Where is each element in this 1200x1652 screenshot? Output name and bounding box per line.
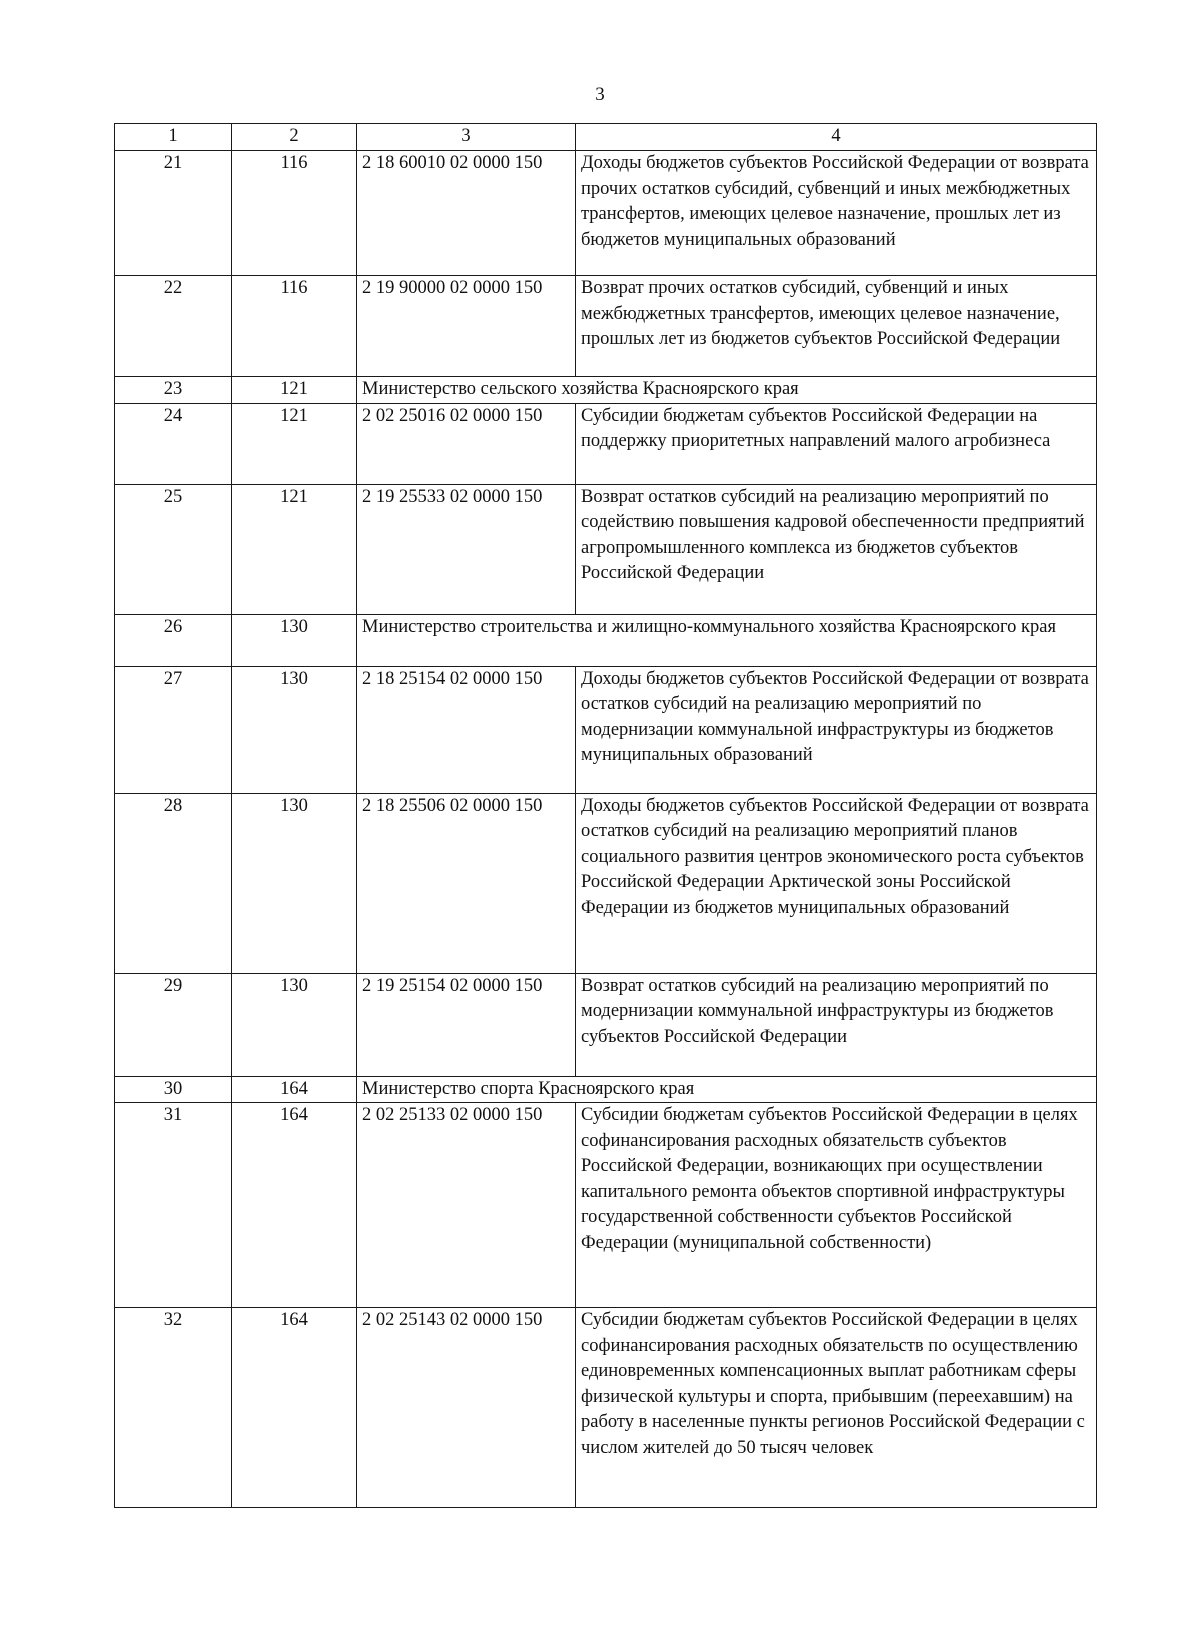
admin-code: 164 [232, 1103, 357, 1308]
kbk-code: 2 19 25154 02 0000 150 [357, 973, 576, 1076]
row-number: 28 [115, 793, 232, 973]
admin-code: 130 [232, 614, 357, 666]
kbk-code: 2 18 25506 02 0000 150 [357, 793, 576, 973]
revenue-name: Субсидии бюджетам субъектов Российской Федерации на поддержку приоритетных направлений малого агробизнеса [576, 403, 1097, 484]
ministry-title: Министерство строительства и жилищно-коммунального хозяйства Красноярского края [357, 614, 1097, 666]
kbk-code: 2 18 60010 02 0000 150 [357, 151, 576, 276]
row-number: 23 [115, 377, 232, 404]
admin-code: 121 [232, 403, 357, 484]
revenue-name: Доходы бюджетов субъектов Российской Федерации от возврата прочих остатков субсидий, субвенций и иных межбюджетных трансфертов, имеющих целевое назначение, прошлых лет из бюджетов муниципальных образований [576, 151, 1097, 276]
table-row [115, 1308, 1097, 1508]
table-row [115, 666, 1097, 793]
row-number: 29 [115, 973, 232, 1076]
table-row-ministry [115, 614, 1097, 666]
admin-code: 130 [232, 666, 357, 793]
row-number: 32 [115, 1308, 232, 1508]
table-row [115, 1103, 1097, 1308]
revenue-name: Субсидии бюджетам субъектов Российской Федерации в целях софинансирования расходных обязательств по осуществлению единовременных компенсационных выплат работникам сферы физической культуры и спорта, прибывшим (переехавшим) на работу в населенные пункты регионов Российской Федерации с числом жителей до 50 тысяч человек [576, 1308, 1097, 1508]
ministry-title: Министерство сельского хозяйства Красноярского края [357, 377, 1097, 404]
admin-code: 121 [232, 484, 357, 614]
row-number: 22 [115, 276, 232, 377]
table-row [115, 484, 1097, 614]
row-number: 31 [115, 1103, 232, 1308]
kbk-code: 2 02 25016 02 0000 150 [357, 403, 576, 484]
header-cell-1: 1 [115, 124, 232, 151]
header-cell-2: 2 [232, 124, 357, 151]
admin-code: 116 [232, 151, 357, 276]
revenue-name: Субсидии бюджетам субъектов Российской Федерации в целях софинансирования расходных обязательств субъектов Российской Федерации, возникающих при осуществлении капитального ремонта объектов спортивной инфраструктуры государственной собственности субъектов Российской Федерации (муниципальной собственности) [576, 1103, 1097, 1308]
admin-code: 130 [232, 793, 357, 973]
kbk-code: 2 19 25533 02 0000 150 [357, 484, 576, 614]
header-cell-3: 3 [357, 124, 576, 151]
table-row [115, 276, 1097, 377]
row-number: 27 [115, 666, 232, 793]
admin-code: 164 [232, 1076, 357, 1103]
row-number: 21 [115, 151, 232, 276]
row-number: 25 [115, 484, 232, 614]
kbk-code: 2 02 25143 02 0000 150 [357, 1308, 576, 1508]
revenue-name: Доходы бюджетов субъектов Российской Федерации от возврата остатков субсидий на реализацию мероприятий по модернизации коммунальной инфраструктуры из бюджетов муниципальных образований [576, 666, 1097, 793]
budget-revenue-table [114, 123, 1097, 1508]
row-number: 26 [115, 614, 232, 666]
row-number: 24 [115, 403, 232, 484]
kbk-code: 2 02 25133 02 0000 150 [357, 1103, 576, 1308]
kbk-code: 2 19 90000 02 0000 150 [357, 276, 576, 377]
table-header-row [115, 124, 1097, 151]
admin-code: 121 [232, 377, 357, 404]
admin-code: 164 [232, 1308, 357, 1508]
table-row [115, 793, 1097, 973]
header-cell-4: 4 [576, 124, 1097, 151]
revenue-name: Возврат прочих остатков субсидий, субвенций и иных межбюджетных трансфертов, имеющих целевое назначение, прошлых лет из бюджетов субъектов Российской Федерации [576, 276, 1097, 377]
revenue-name: Возврат остатков субсидий на реализацию мероприятий по содействию повышения кадровой обеспеченности предприятий агропромышленного комплекса из бюджетов субъектов Российской Федерации [576, 484, 1097, 614]
revenue-name: Возврат остатков субсидий на реализацию мероприятий по модернизации коммунальной инфраструктуры из бюджетов субъектов Российской Федерации [576, 973, 1097, 1076]
admin-code: 116 [232, 276, 357, 377]
table-row [115, 973, 1097, 1076]
page-number: 3 [595, 84, 605, 105]
table-row-ministry [115, 1076, 1097, 1103]
admin-code: 130 [232, 973, 357, 1076]
table-row [115, 403, 1097, 484]
revenue-name: Доходы бюджетов субъектов Российской Федерации от возврата остатков субсидий на реализацию мероприятий планов социального развития центров экономического роста субъектов Российской Федерации Арктической зоны Российской Федерации из бюджетов муниципальных образований [576, 793, 1097, 973]
table-row [115, 151, 1097, 276]
ministry-title: Министерство спорта Красноярского края [357, 1076, 1097, 1103]
kbk-code: 2 18 25154 02 0000 150 [357, 666, 576, 793]
row-number: 30 [115, 1076, 232, 1103]
table-row-ministry [115, 377, 1097, 404]
